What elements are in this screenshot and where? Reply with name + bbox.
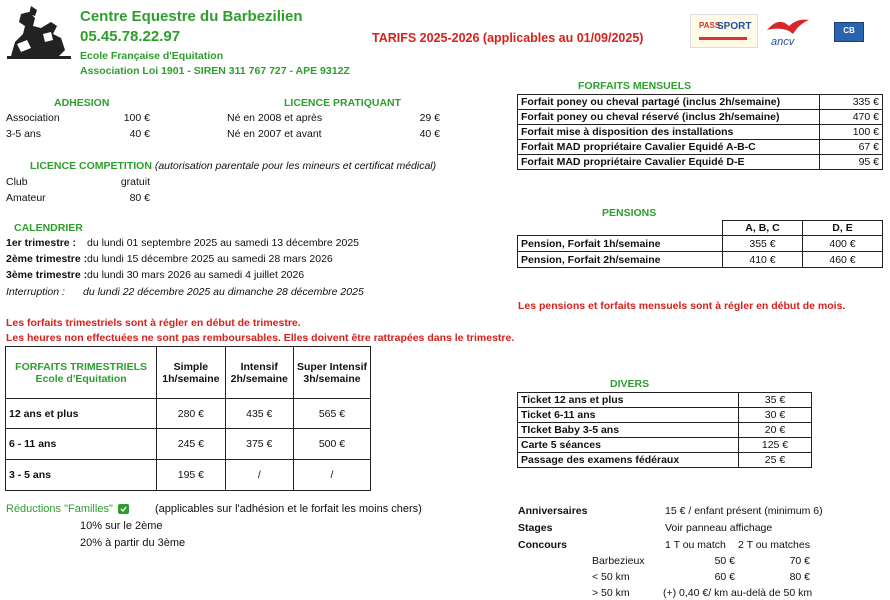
concours-col2: 2 T ou matches [738,539,810,551]
forfaits-trimestriels-subtitle: Ecole d'Equitation [35,372,127,385]
note-mois: Les pensions et forfaits mensuels sont à régler en début de mois. [518,300,846,312]
anniversaires-text: 15 € / enfant présent (minimum 6) [665,505,823,517]
adhesion-price: 40 € [129,128,150,140]
table-row [518,155,883,170]
price-cell: 400 € [803,236,883,252]
adhesion-title: ADHESION [54,97,110,109]
row-label: Forfait MAD propriétaire Cavalier Equidé D-E [518,155,820,170]
trimestre-dates: du lundi 30 mars 2026 au samedi 4 juillet 2026 [87,269,305,281]
row-label: Ticket 6-11 ans [518,408,739,423]
licence-competition-heading [30,160,436,172]
row-label: Forfait poney ou cheval partagé (inclus 2h/semaine) [518,95,820,110]
price-cell: 95 € [820,155,883,170]
row-label: Forfait MAD propriétaire Cavalier Equidé A-B-C [518,140,820,155]
price-cell: 25 € [739,453,812,468]
row-label: Forfait mise à disposition des installations [518,125,820,140]
forfaits-mensuels-title: FORFAITS MENSUELS [578,80,692,92]
interruption-dates: du lundi 22 décembre 2025 au dimanche 28 décembre 2025 [83,286,364,298]
price-cell: 195 € [157,460,225,491]
concours-price: 50 € [714,555,735,567]
licence-competition-price: 80 € [129,192,150,204]
adhesion-price: 100 € [123,112,150,124]
cb-label: CB [843,26,855,35]
table-row [518,453,812,468]
price-cell: 125 € [739,438,812,453]
price-cell: 460 € [803,252,883,268]
horse-rider-logo-icon [5,4,73,60]
concours-price: 60 € [714,571,735,583]
licence-pratiquant-price: 29 € [419,112,440,124]
table-row [518,236,883,252]
price-cell: 67 € [820,140,883,155]
forfaits-trimestriels-header [6,347,157,399]
row-label: 12 ans et plus [6,399,157,429]
col-header: A, B, C [723,221,803,236]
trimestre-label: 3ème trimestre : [6,269,88,281]
row-label: Pension, Forfait 2h/semaine [518,252,723,268]
reduction-3eme: 20% à partir du 3ème [80,537,186,549]
empty-cell [518,221,723,236]
stages-text: Voir panneau affichage [665,522,773,534]
pass-label: PASS [699,21,721,30]
licence-pratiquant-price: 40 € [419,128,440,140]
pensions-title: PENSIONS [602,207,657,219]
table-row [6,399,371,429]
pass-sport-stripe [699,37,747,40]
concours-label: Concours [518,539,568,551]
row-label: Pension, Forfait 1h/semaine [518,236,723,252]
forfaits-mensuels-table [517,94,883,170]
price-cell: / [293,460,370,491]
centre-title: Centre Equestre du Barbezilien [80,8,303,25]
col-header: Super Intensif 3h/semaine [293,347,370,399]
table-row [6,460,371,491]
concours-col1: 1 T ou match [665,539,726,551]
pensions-table [517,220,883,268]
price-cell: / [225,460,293,491]
tarifs-title: TARIFS 2025-2026 (applicables au 01/09/2025) [372,31,644,45]
price-cell: 100 € [820,125,883,140]
ancv-label: ancv [771,36,795,48]
licence-competition-label: Amateur [6,192,46,204]
price-cell: 375 € [225,429,293,460]
price-cell: 280 € [157,399,225,429]
note-heures: Les heures non effectuées ne sont pas remboursables. Elles doivent être rattrapées dans le trimestre. [6,332,515,344]
licence-pratiquant-label: Né en 2008 et après [227,112,323,124]
licence-competition-price: gratuit [120,176,150,188]
table-row [518,140,883,155]
table-row [518,423,812,438]
reduction-2eme: 10% sur le 2ème [80,520,163,532]
row-label: 3 - 5 ans [6,460,157,491]
price-cell: 335 € [820,95,883,110]
price-cell: 470 € [820,110,883,125]
trimestre-dates: du lundi 15 décembre 2025 au samedi 28 mars 2026 [87,253,333,265]
note-trimestre: Les forfaits trimestriels sont à régler en début de trimestre. [6,317,301,329]
ancv-logo [763,16,813,50]
forfaits-trimestriels-title: FORFAITS TRIMESTRIELS [15,360,148,373]
table-row [518,408,812,423]
table-row [518,95,883,110]
sport-label: SPORT [717,21,752,32]
table-row [6,429,371,460]
trimestre-dates: du lundi 01 septembre 2025 au samedi 13 décembre 2025 [87,237,360,249]
concours-price: 80 € [789,571,810,583]
price-cell: 355 € [723,236,803,252]
licence-competition-note: (autorisation parentale pour les mineurs et certificat médical) [154,160,437,172]
calendrier-title: CALENDRIER [14,222,83,234]
table-row [518,125,883,140]
row-label: 6 - 11 ans [6,429,157,460]
concours-price: (+) 0,40 €/ km au-delà de 50 km [663,587,813,599]
licence-pratiquant-title: LICENCE PRATIQUANT [284,97,402,109]
price-cell: 565 € [293,399,370,429]
ancv-bird-icon [765,16,811,36]
row-label: Ticket 12 ans et plus [518,393,739,408]
divers-title: DIVERS [610,378,650,390]
price-cell: 35 € [739,393,812,408]
col-header: D, E [803,221,883,236]
price-cell: 435 € [225,399,293,429]
forfaits-trimestriels-table [5,346,371,491]
trimestre-label: 1er trimestre : [6,237,77,249]
anniversaires-label: Anniversaires [518,505,588,517]
licence-pratiquant-label: Né en 2007 et avant [227,128,322,140]
row-label: Passage des examens fédéraux [518,453,739,468]
price-cell: 410 € [723,252,803,268]
table-row [518,438,812,453]
adhesion-label: 3-5 ans [6,128,42,140]
licence-competition-title: LICENCE COMPETITION [30,160,152,172]
col-header: Intensif 2h/semaine [225,347,293,399]
cb-card-logo [834,22,864,42]
row-label: TIcket Baby 3-5 ans [518,423,739,438]
stages-label: Stages [518,522,553,534]
col-header: Simple 1h/semaine [157,347,225,399]
pass-sport-logo [690,14,758,48]
reductions-note: (applicables sur l'adhésion et le forfait les moins chers) [155,503,422,515]
table-row [518,252,883,268]
price-cell: 500 € [293,429,370,460]
divers-table [517,392,812,468]
family-badge-icon [118,504,129,514]
price-cell: 20 € [739,423,812,438]
price-cell: 245 € [157,429,225,460]
row-label: Carte 5 séances [518,438,739,453]
table-row [518,393,812,408]
phone-number[interactable]: 05.45.78.22.97 [80,28,181,45]
licence-competition-label: Club [6,176,28,188]
adhesion-label: Association [6,112,60,124]
price-cell: 30 € [739,408,812,423]
row-label: Forfait poney ou cheval réservé (inclus 2h/semaine) [518,110,820,125]
trimestre-label: 2ème trimestre : [6,253,88,265]
school-name: Ecole Française d'Equitation [80,50,224,62]
concours-distance: Barbezieux [592,555,645,567]
association-info: Association Loi 1901 - SIREN 311 767 727 - APE 9312Z [80,65,350,77]
reductions-title: Réductions "Familles" [6,503,113,515]
interruption-label: Interruption : [6,286,65,298]
concours-price: 70 € [789,555,810,567]
table-row [518,110,883,125]
concours-distance: < 50 km [592,571,630,583]
concours-distance: > 50 km [592,587,630,599]
